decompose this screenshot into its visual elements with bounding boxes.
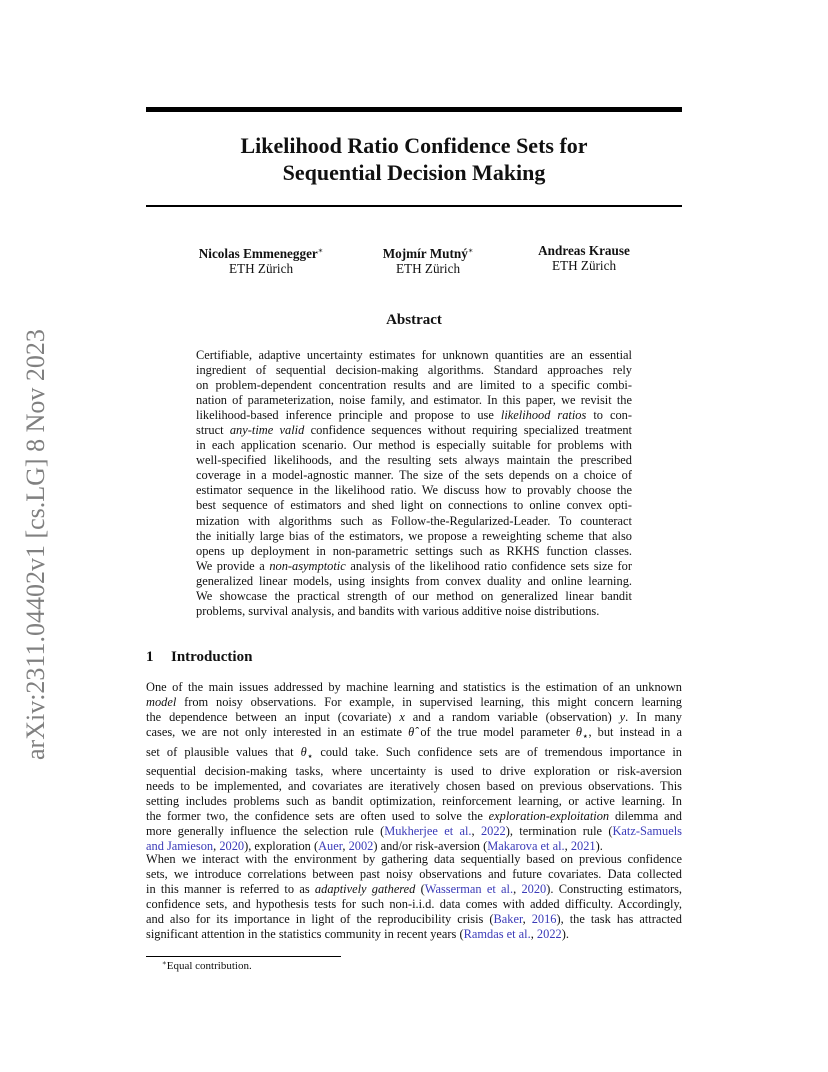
abstract-line: We provide a non-asymptotic analysis of the likelihood ratio confidence sets size for: [196, 558, 632, 573]
citation-year-link[interactable]: 2022: [480, 824, 506, 839]
author-name: Mojmír Mutný: [382, 246, 468, 261]
paragraph-line: set of plausible values that $\theta_⋆$ could take. Such confidence sets are of tremendous importance in: [146, 744, 682, 763]
author-block: [146, 243, 682, 277]
footnote-text: Equal contribution.: [166, 960, 252, 972]
abstract-line: Certifiable, adaptive uncertainty estimates for unknown quantities are an essential: [196, 348, 632, 362]
citation-link[interactable]: Ramdas et al.: [463, 927, 531, 942]
paragraph-line: cases, we are not only interested in an estimate θ̂ of the true model parameter $\theta_⋆$, but instead in a: [146, 725, 682, 743]
paragraph-line: setting includes problems such as bandit optimization, reinforcement learning, or active learning. In: [146, 794, 682, 809]
abstract-heading: Abstract: [386, 312, 442, 328]
equal-contribution-mark: ∗: [317, 246, 324, 255]
paragraph-line: more generally influence the selection rule (Mukherjee et al., 2022), termination rule (Katz-Samuels: [146, 824, 682, 839]
intro-paragraph-2: [146, 852, 682, 942]
equal-contribution-mark: ∗: [467, 246, 474, 255]
abstract-line: struct any-time valid confidence sequences without requiring specialized treatment: [196, 423, 632, 438]
abstract-line: ingredient of sequential decision-making algorithms. Standard approaches rely: [196, 363, 632, 378]
abstract-body: [196, 348, 632, 619]
author-3: [524, 243, 644, 273]
author-affiliation: ETH Zürich: [551, 258, 617, 273]
section-number: 1: [146, 649, 154, 665]
citation-link[interactable]: Makarova et al.: [487, 839, 565, 854]
author-affiliation: ETH Zürich: [395, 261, 461, 276]
citation-year-link[interactable]: 2020: [219, 839, 245, 854]
citation-link[interactable]: Katz-Samuels: [612, 824, 682, 839]
arxiv-id-text: arXiv:2311.04402v1 [cs.LG] 8 Nov 2023: [21, 329, 50, 760]
citation-year-link[interactable]: 2016: [531, 912, 557, 927]
abstract-line: in each application scenario. Our method is especially suitable for problems with: [196, 438, 632, 453]
author-1: [196, 243, 326, 276]
author-name: Andreas Krause: [538, 243, 630, 258]
citation-year-link[interactable]: 2022: [536, 927, 562, 942]
paper-title: [146, 132, 682, 186]
footnote: [162, 959, 252, 972]
abstract-line: best sequence of estimators and shed light on connections to online convex opti-: [196, 498, 632, 513]
abstract-line: the initially large bias of the estimators, we propose a reweighting scheme that also: [196, 528, 632, 543]
paragraph-line: and Jamieson, 2020), exploration (Auer, 2002) and/or risk-aversion (Makarova et al., 2021).: [146, 839, 603, 854]
author-affiliation: ETH Zürich: [228, 261, 294, 276]
citation-link[interactable]: Wasserman et al.: [424, 882, 514, 897]
paragraph-line: model from noisy observations. For example, in supervised learning, this might concern learning: [146, 695, 682, 710]
emphasis: any-time valid: [229, 423, 305, 438]
citation-link[interactable]: Mukherjee et al.: [384, 824, 472, 839]
paragraph-line: the former two, the confidence sets are often used to solve the exploration-exploitation dilemma and: [146, 809, 683, 824]
citation-link[interactable]: Auer: [318, 839, 343, 854]
author-2: [378, 243, 478, 276]
citation-year-link[interactable]: 2002: [348, 839, 374, 854]
author-name: Nicolas Emmenegger: [198, 246, 318, 261]
paragraph-line: sets, we introduce correlations between past noisy observations and future covariates. Data collected: [146, 867, 682, 882]
title-line-1: Likelihood Ratio Confidence Sets for: [240, 133, 588, 158]
abstract-line: We showcase the practical strength of our method on generalized linear bandit: [196, 588, 632, 603]
section-title: Introduction: [171, 649, 253, 665]
citation-link[interactable]: and Jamieson: [146, 839, 214, 854]
emphasis: likelihood ratios: [500, 408, 587, 423]
title-line-2: Sequential Decision Making: [282, 160, 546, 185]
abstract-line: nation of parameterization, noise family, and estimator. In this paper, we revisit the: [196, 393, 632, 408]
emphasis: non-asymptotic: [269, 558, 346, 573]
abstract-line: well-specified likelihoods, and the resulting sets always maintain the prescribed: [196, 453, 632, 468]
abstract-line: coverage in a model-agnostic manner. The size of the sets depends on a choice of: [196, 468, 632, 483]
abstract-line: on problem-dependent concentration results and are limited to a specific combi-: [196, 378, 632, 393]
paragraph-line: sequential decision-making tasks, where uncertainty is used to drive exploration or risk-aversion: [146, 764, 682, 779]
abstract-line: estimator sequence in the likelihood ratio. We discuss how to provably choose the: [196, 483, 632, 498]
citation-year-link[interactable]: 2021: [570, 839, 596, 854]
abstract-line: generalized linear models, using insights from convex duality and online learning.: [196, 573, 632, 588]
citation-link[interactable]: Baker: [493, 912, 523, 927]
footnote-mark: ∗: [162, 959, 167, 967]
arxiv-side-identifier: [21, 290, 51, 760]
abstract-line: opens up deployment in non-parametric settings such as RKHS function classes.: [196, 543, 632, 558]
abstract-line: problems, survival analysis, and bandits with various additive noise distributions.: [196, 603, 600, 618]
abstract-line: likelihood-based inference principle and propose to use likelihood ratios to con-: [196, 408, 632, 423]
title-bottom-rule: [146, 205, 682, 207]
paragraph-line: confidence sets, and hypothesis tests for such non-i.i.d. data comes with added difficulty. Accordingly,: [146, 897, 682, 912]
paragraph-line: in this manner is referred to as adaptively gathered (Wasserman et al., 2020). Constructing estimators,: [146, 882, 682, 897]
paragraph-line: One of the main issues addressed by machine learning and statistics is the estimation of an unknown: [146, 680, 682, 694]
paragraph-line: and also for its importance in light of the reproducibility crisis (Baker, 2016), the task has attracted: [146, 912, 682, 927]
intro-paragraph-1: [146, 680, 682, 854]
title-top-rule: [146, 107, 682, 112]
paragraph-line: the dependence between an input (covariate) x and a random variable (observation) y. In many: [146, 710, 682, 725]
footnote-rule: [146, 956, 341, 957]
abstract-line: mization with algorithms such as Follow-the-Regularized-Leader. To counteract: [196, 513, 632, 528]
paragraph-line: When we interact with the environment by gathering data sequentially based on previous confidence: [146, 852, 682, 866]
paragraph-line: significant attention in the statistics community in recent years (Ramdas et al., 2022).: [146, 927, 569, 942]
section-heading: [146, 649, 252, 666]
paragraph-line: needs to be implemented, and covariates are iteratively chosen based on previous observations. This: [146, 779, 682, 794]
citation-year-link[interactable]: 2020: [521, 882, 547, 897]
